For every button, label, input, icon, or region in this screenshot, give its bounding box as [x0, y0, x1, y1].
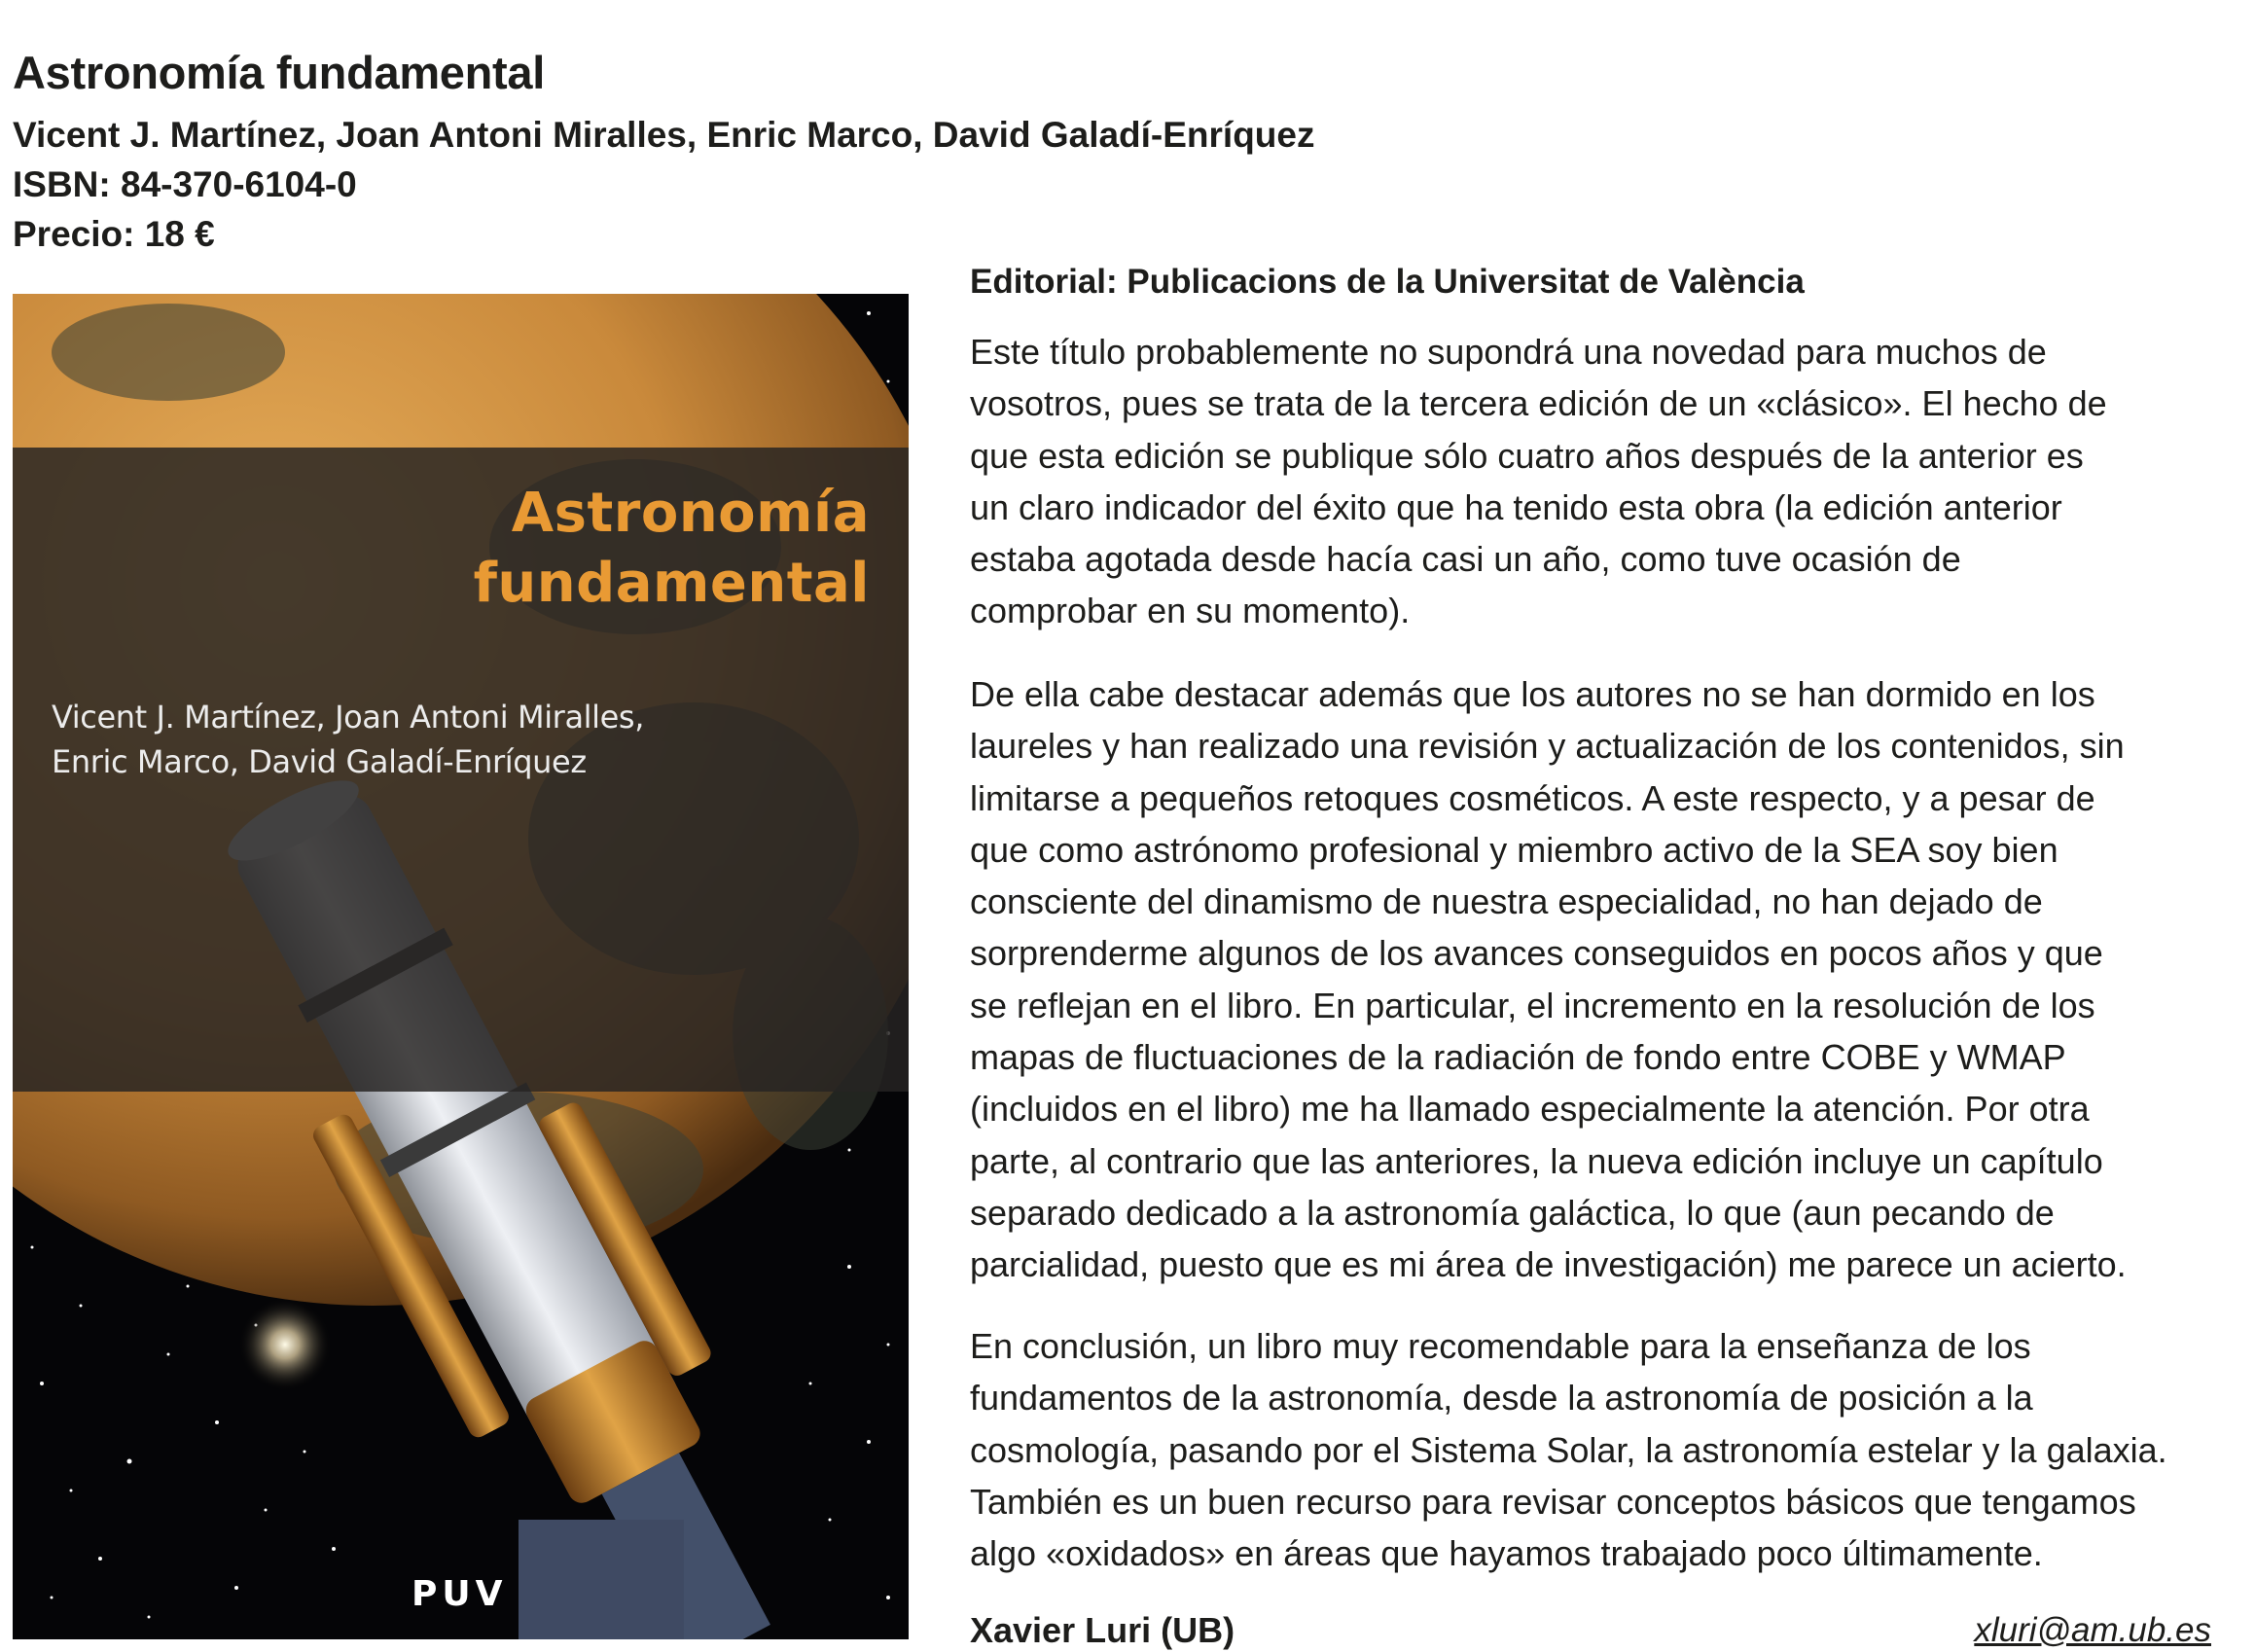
text-line: comprobar en su momento).	[970, 591, 1411, 631]
book-isbn: ISBN: 84-370-6104-0	[13, 164, 357, 204]
text-line: estaba agotada desde hacía casi un año, como tuve ocasión de	[970, 539, 1961, 580]
editorial: Editorial: Publicacions de la Universitat de València	[970, 263, 1805, 301]
text-line: Este título probablemente no supondrá una novedad para muchos de	[970, 332, 2047, 372]
text-line: un claro indicador del éxito que ha tenido esta obra (la edición anterior	[970, 486, 2062, 527]
text-line: algo «oxidados» en áreas que hayamos trabajado poco últimamente.	[970, 1533, 2043, 1574]
book-cover-image	[13, 294, 909, 1639]
cover-author-line: Vicent J. Martínez, Joan Antoni Miralles,	[52, 699, 644, 736]
galaxy	[238, 1298, 332, 1391]
cover-title-line: fundamental	[473, 552, 870, 615]
page-title: Astronomía fundamental	[13, 47, 546, 99]
book-authors: Vicent J. Martínez, Joan Antoni Miralles, Enric Marco, David Galadí-Enríquez	[13, 115, 1315, 155]
text-line: En conclusión, un libro muy recomendable para la enseñanza de los	[970, 1326, 2031, 1366]
text-line: sorprenderme algunos de los avances conseguidos en pocos años y que	[970, 933, 2103, 974]
text-line: laureles y han realizado una revisión y actualización de los contenidos, sin	[970, 726, 2125, 767]
cover-authors	[52, 695, 644, 784]
text-line: (incluidos en el libro) me ha llamado especialmente la atención. Por otra	[970, 1089, 2090, 1130]
telescope-mount	[519, 1520, 684, 1639]
text-line: cosmología, pasando por el Sistema Solar, la astronomía estelar y la galaxia.	[970, 1429, 2167, 1470]
text-line: limitarse a pequeños retoques cosméticos. A este respecto, y a pesar de	[970, 777, 2095, 818]
reviewer-email-link[interactable]: xluri@am.ub.es	[1974, 1611, 2211, 1649]
text-line: mapas de fluctuaciones de la radiación de fondo entre COBE y WMAP	[970, 1037, 2066, 1078]
cover-publisher-logo: PUV	[412, 1574, 508, 1614]
text-line: parte, al contrario que las anteriores, la nueva edición incluye un capítulo	[970, 1140, 2103, 1181]
reviewer-name: Xavier Luri (UB)	[970, 1610, 1235, 1650]
book-price: Precio: 18 €	[13, 214, 215, 254]
text-line: vosotros, pues se trata de la tercera edición de un «clásico». El hecho de	[970, 383, 2107, 424]
text-line: que como astrónomo profesional y miembro activo de la SEA soy bien	[970, 829, 2058, 870]
text-line: separado dedicado a la astronomía galáctica, lo que (aun pecando de	[970, 1192, 2055, 1233]
text-line: fundamentos de la astronomía, desde la astronomía de posición a la	[970, 1378, 2033, 1419]
text-line: De ella cabe destacar además que los autores no se han dormido en los	[970, 674, 2095, 714]
review-paragraph	[970, 1320, 2250, 1579]
text-line: que esta edición se publique sólo cuatro años después de la anterior es	[970, 435, 2084, 476]
cover-title-line: Astronomía	[511, 482, 870, 545]
review-paragraph	[970, 668, 2250, 1291]
cover-title	[474, 479, 870, 619]
cover-author-line: Enric Marco, David Galadí-Enríquez	[52, 743, 587, 780]
text-line: consciente del dinamismo de nuestra especialidad, no han dejado de	[970, 881, 2043, 922]
text-line: parcialidad, puesto que es mi área de investigación) me parece un acierto.	[970, 1244, 2127, 1285]
review-paragraph	[970, 326, 2250, 637]
text-line: También es un buen recurso para revisar conceptos básicos que tengamos	[970, 1481, 2136, 1522]
text-line: se reflejan en el libro. En particular, el incremento en la resolución de los	[970, 985, 2095, 1025]
